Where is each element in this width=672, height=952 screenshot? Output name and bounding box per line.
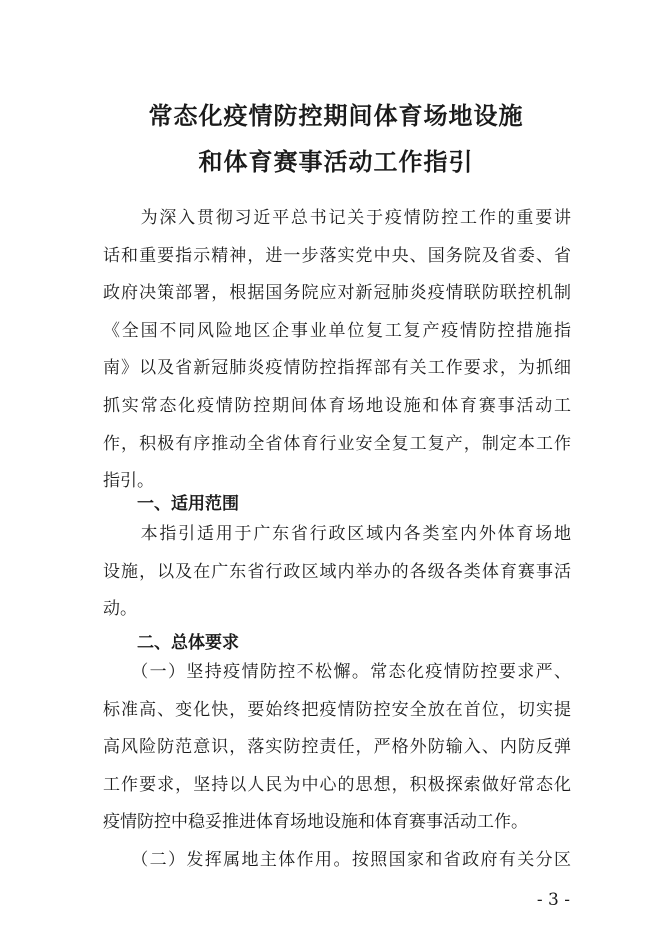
section-1-line: 本指引适用于广东省行政区域内各类室内外体育场地 [103, 524, 571, 544]
section-1-paragraph [103, 516, 571, 629]
document-title-line-2: 和体育赛事活动工作指引 [198, 147, 474, 176]
intro-line: 作，积极有序推动全省体育行业安全复工复产，制定本工作 [103, 433, 571, 454]
section-2-item-1-line: 标准高、变化快，要始终把疫情防控安全放在首位，切实提 [103, 699, 571, 720]
section-heading-scope: 一、适用范围 [137, 494, 239, 514]
section-2-item-1-line: 高风险防范意识，落实防控责任，严格外防输入、内防反弹 [103, 737, 571, 758]
intro-line: 抓实常态化疫情防控期间体育场地设施和体育赛事活动工 [103, 395, 571, 416]
section-2-item-1-paragraph [103, 654, 571, 842]
section-2-item-1-line: 工作要求，坚持以人民为中心的思想，积极探索做好常态化 [103, 774, 571, 795]
document-title-line-1: 常态化疫情防控期间体育场地设施 [148, 101, 524, 130]
intro-line: 指引。 [103, 471, 154, 492]
intro-line: 政府决策部署，根据国务院应对新冠肺炎疫情联防联控机制 [103, 283, 571, 304]
section-1-line: 动。 [103, 599, 137, 620]
section-heading-general-requirements: 二、总体要求 [137, 633, 239, 653]
intro-paragraph [103, 200, 571, 501]
section-2-item-2-paragraph [103, 842, 571, 880]
page-number: - 3 - [536, 890, 570, 910]
section-2-item-1-line: （一）坚持疫情防控不松懈。常态化疫情防控要求严、 [103, 662, 571, 682]
intro-line: 话和重要指示精神，进一步落实党中央、国务院及省委、省 [103, 245, 571, 266]
section-1-line: 设施，以及在广东省行政区域内举办的各级各类体育赛事活 [103, 561, 571, 582]
section-2-item-2-line: （二）发挥属地主体作用。按照国家和省政府有关分区 [103, 850, 571, 870]
section-2-item-1-line: 疫情防控中稳妥推进体育场地设施和体育赛事活动工作。 [103, 812, 528, 833]
intro-line: 南》以及省新冠肺炎疫情防控指挥部有关工作要求，为抓细 [103, 358, 571, 379]
intro-line: 为深入贯彻习近平总书记关于疫情防控工作的重要讲 [103, 208, 571, 228]
intro-line: 《全国不同风险地区企事业单位复工复产疫情防控措施指 [103, 320, 571, 341]
